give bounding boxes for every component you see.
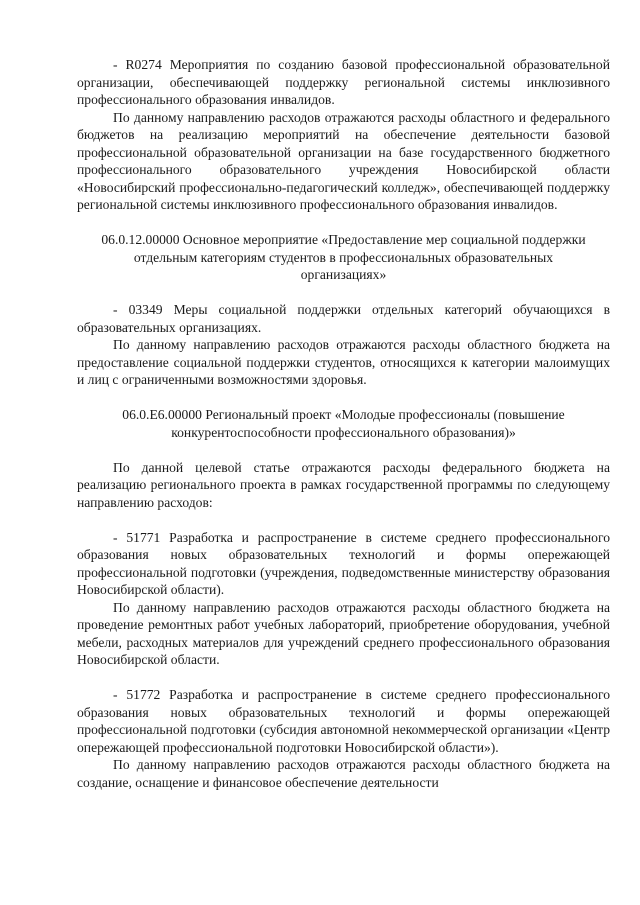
body-paragraph-51771: По данному направлению расходов отражаются расходы областного бюджета на проведение ремонтных работ учебных лабораторий, приобретение оборудования, учебной мебели, расходных материалов для учреждений среднего профессионального образования Новосибирской области. [77, 599, 610, 667]
section-heading-06-0-12: 06.0.12.00000 Основное мероприятие «Предоставление мер социальной поддержки отдельным категориям студентов в профессиональных образовательных организациях» [101, 232, 586, 282]
spacer [77, 284, 610, 302]
body-paragraph-03349: По данному направлению расходов отражаются расходы областного бюджета на предоставление социальной поддержки студентов, относящихся к категории малоимущих и лиц с ограниченными возможностями здоровья. [77, 337, 610, 387]
spacer [77, 669, 610, 687]
item-51772: - 51772 Разработка и распространение в системе среднего профессионального образования новых образовательных технологий и формы опережающей профессиональной подготовки (субсидия автономной некоммерческой организации «Центр опережающей профессиональной подготовки Новосибирской области»). [77, 687, 610, 755]
item-r0274: - R0274 Мероприятия по созданию базовой профессиональной образовательной организации, обеспечивающей поддержку региональной системы инклюзивного профессионального образования инвалидов. [77, 57, 610, 107]
body-paragraph-e6-intro: По данной целевой статье отражаются расходы федерального бюджета на реализацию регионального проекта в рамках государственной программы по следующему направлению расходов: [77, 459, 610, 510]
spacer [77, 214, 610, 232]
section-heading-06-0-e6: 06.0.E6.00000 Региональный проект «Молодые профессионалы (повышение конкурентоспособности профессионального образования)» [122, 407, 565, 440]
item-03349: - 03349 Меры социальной поддержки отдельных категорий обучающихся в образовательных организациях. [77, 302, 610, 335]
document-page [77, 56, 610, 791]
spacer [77, 511, 610, 529]
body-paragraph-51772: По данному направлению расходов отражаются расходы областного бюджета на создание, оснащение и финансовое обеспечение деятельности [77, 757, 610, 790]
spacer [77, 441, 610, 459]
spacer [77, 389, 610, 407]
item-51771: - 51771 Разработка и распространение в системе среднего профессионального образования новых образовательных технологий и формы опережающей профессиональной подготовки (учреждения, подведомственные министерству образования Новосибирской области). [77, 529, 610, 597]
body-paragraph-r0274: По данному направлению расходов отражаются расходы областного и федерального бюджетов на реализацию мероприятий на обеспечение деятельности базовой профессиональной образовательной организации на базе государственного бюджетного профессионального образовательного учреждения Новосибирской области «Новосибирский профессионально-педагогический колледж», обеспечивающей поддержку региональной системы инклюзивного профессионального образования инвалидов. [77, 109, 610, 212]
